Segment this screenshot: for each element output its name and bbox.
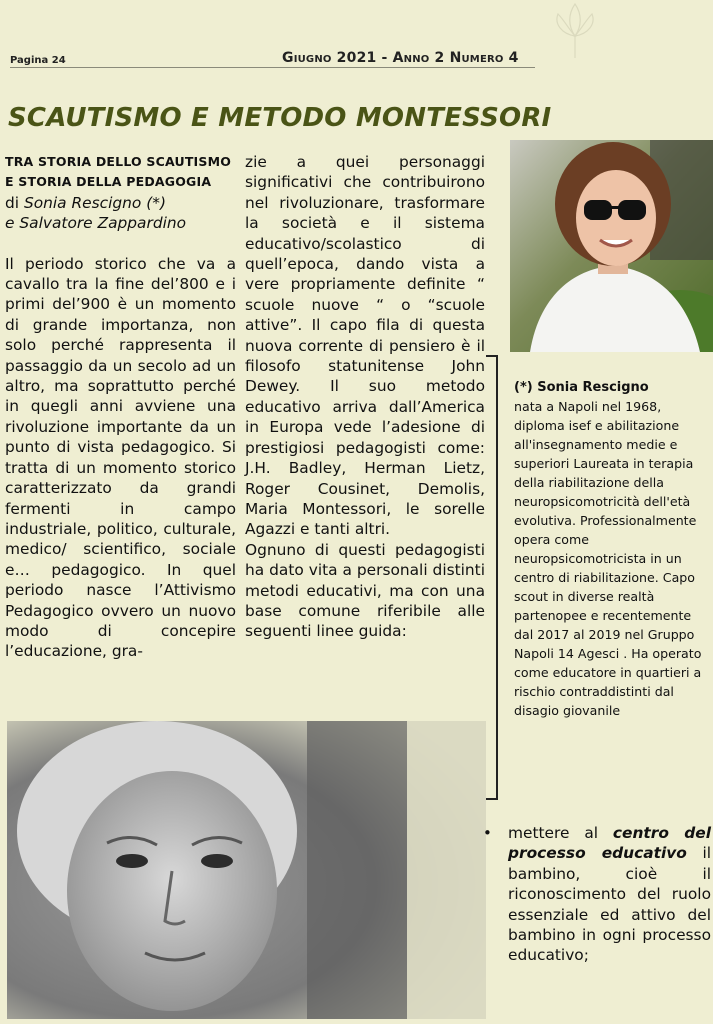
guideline-list bbox=[481, 823, 711, 966]
body-paragraph: Il periodo storico che va a cavallo tra la fine del’800 e i primi del’900 è un momento di grande importanza, non solo perché rappresenta il passaggio da un secolo ad un altro, ma soprattutto perché in quegli anni avviene una rivoluzione importante da un punto di vista pedagogico. Si tratta di un momento storico caratterizzato da grandi fermenti in campo industriale, politico, culturale, medico/ scientifico, sociale e… pedagogico. In quel periodo nasce l’Attivismo Pedagogico ovvero un nuovo modo di concepire l’educazione, gra- bbox=[5, 254, 236, 661]
text-column-2 bbox=[245, 152, 485, 642]
text-column-1 bbox=[5, 152, 236, 662]
fleur-de-lis-watermark-icon bbox=[540, 0, 610, 60]
article-byline: di Sonia Rescigno (*) e Salvatore Zappardino bbox=[5, 193, 187, 233]
montessori-portrait bbox=[7, 721, 486, 1019]
body-paragraph: Ognuno di questi pedagogisti ha dato vita a personali distinti metodi educativi, ma con una base comune riferibile alle seguenti linee guida: bbox=[245, 540, 485, 641]
bio-name: (*) Sonia Rescigno bbox=[514, 380, 649, 395]
article-subtitle: TRA STORIA DELLO SCAUTISMO E STORIA DELLA PEDAGOGIA bbox=[5, 154, 232, 190]
article-title: SCAUTISMO E METODO MONTESSORI bbox=[8, 103, 552, 133]
author-photo bbox=[510, 140, 713, 352]
header-divider bbox=[10, 67, 535, 68]
bio-text: nata a Napoli nel 1968, diploma isef e abilitazione all'insegnamento medie e superiori Laureata in terapia della riabilitazione della neuropsicomotricità dell'età evolutiva. Professionalmente opera come neuropsicomotricista in un centro di riabilitazione. Capo scout in diverse realtà partenopee e recentemente dal 2017 al 2019 nel Gruppo Napoli 14 Agesci . Ha operato come educatore in quartieri a rischio contraddistinti dal disagio giovanile bbox=[514, 399, 702, 718]
page-number: Pagina 24 bbox=[10, 55, 66, 66]
body-paragraph: zie a quei personaggi significativi che contribuirono nel rivoluzionare, trasformare la società e il sistema educativo/scolastico di quell’epoca, dando vista a vere propriamente definite “ scuole nuove “ o “scuole attive”. Il capo fila di questa nuova corrente di pensiero è il filosofo statunitense John Dewey. Il suo metodo educativo arriva dall’America in Europa vede l’adesione di prestigiosi pedagogisti come: J.H. Badley, Herman Lietz, Roger Cousinet, Demolis, Maria Montessori, le sorelle Agazzi e tanti altri. bbox=[245, 153, 485, 539]
issue-label: Giugno 2021 - Anno 2 Numero 4 bbox=[282, 50, 519, 66]
bio-bracket bbox=[486, 355, 498, 800]
list-item: • mettere al centro del processo educativo il bambino, cioè il riconoscimento del ruolo essenziale ed attivo del bambino in ogni processo educativo; bbox=[481, 823, 711, 966]
author-bio bbox=[514, 378, 710, 720]
